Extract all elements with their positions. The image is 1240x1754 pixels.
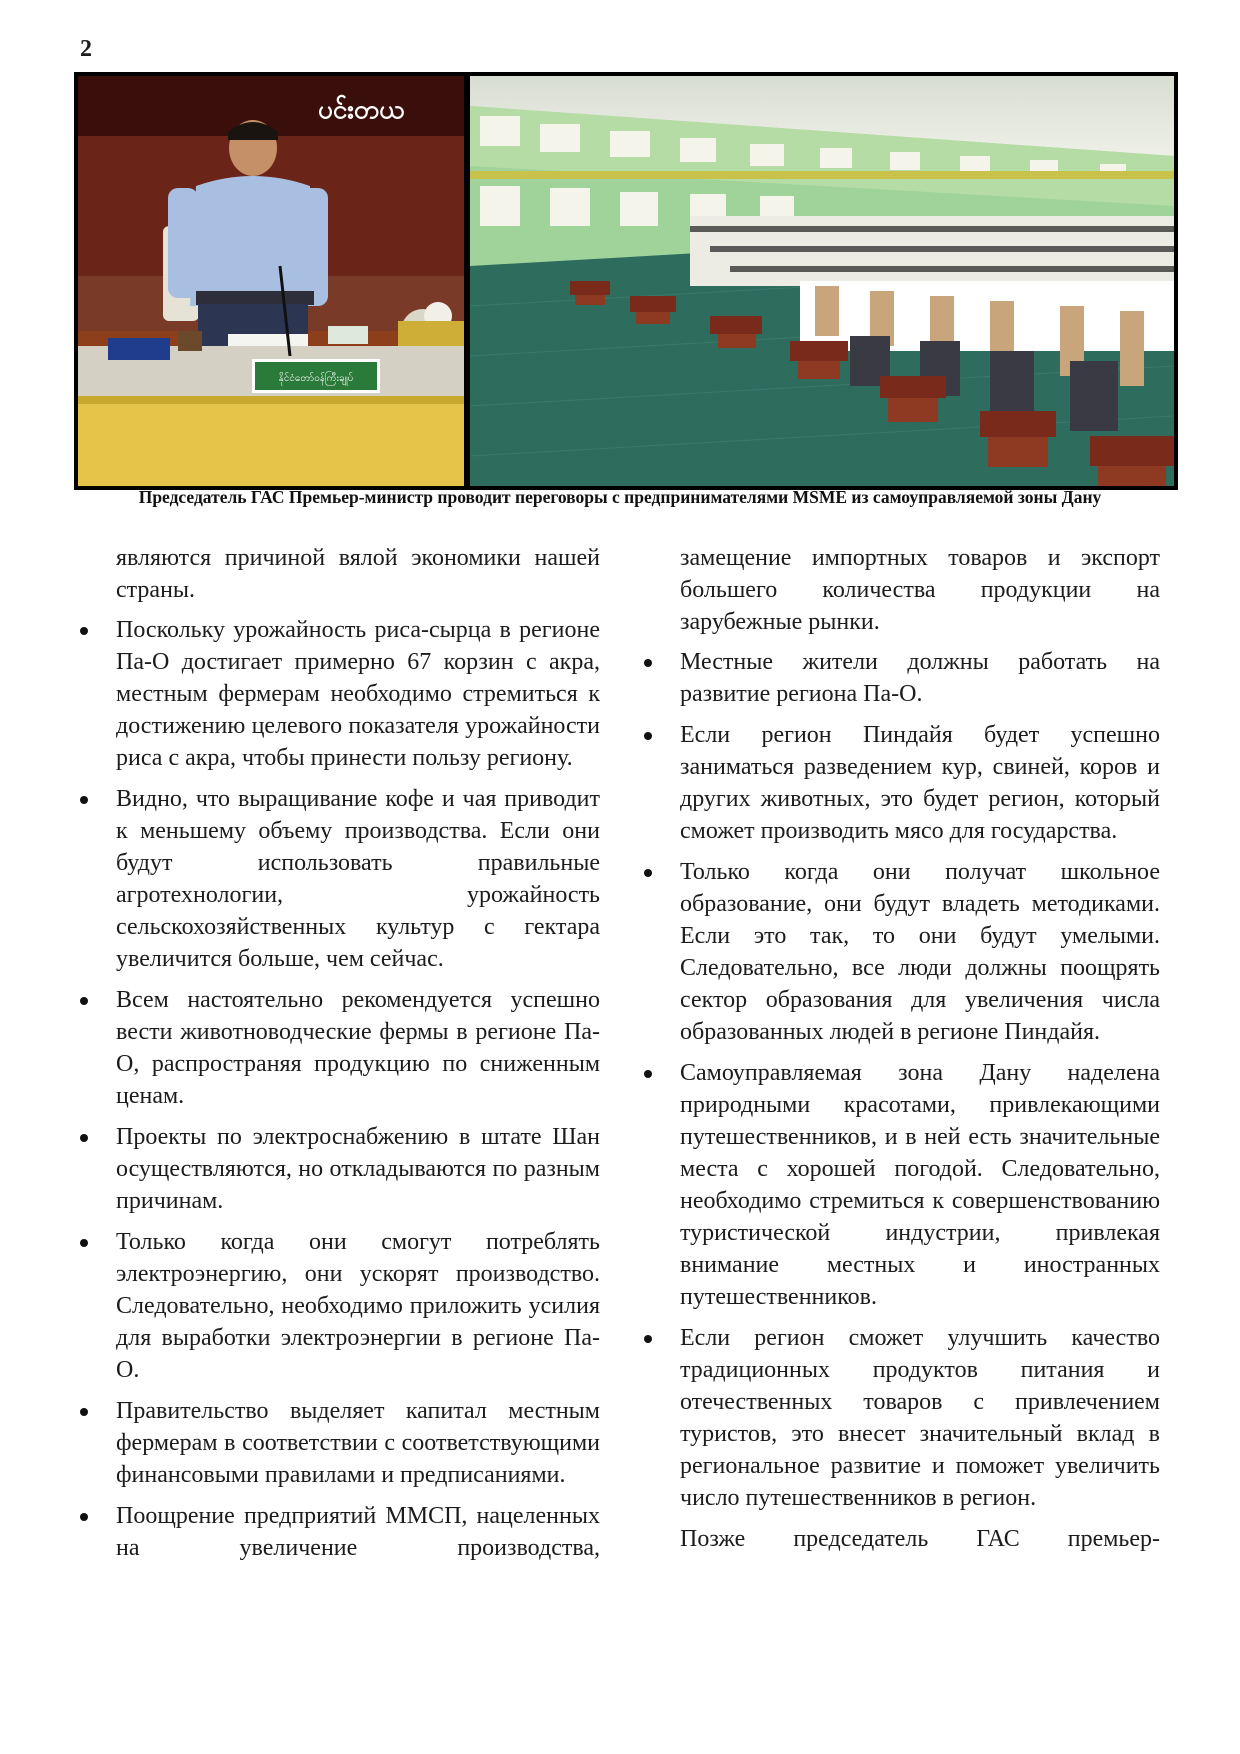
- list-item: [76, 614, 600, 774]
- list-item-text: Всем настоятельно рекомендуется успешно вести животноводческие фермы в регионе Па-О, распространяя продукцию по сниженным ценам.: [116, 987, 600, 1109]
- news-photo: [74, 72, 1178, 490]
- list-item-text: Правительство выделяет капитал местным фермерам в соответствии с соответствующими финансовыми правилами и предписаниями.: [116, 1398, 600, 1488]
- bullet-icon: [80, 1513, 88, 1521]
- left-column: [76, 542, 600, 1573]
- right-bullet-list: [638, 646, 1160, 1514]
- list-item-text: Только когда они смогут потреблять электроэнергию, они ускорят производство. Следовательно, необходимо приложить усилия для выработки электроэнергии в регионе Па-О.: [116, 1229, 600, 1383]
- list-item: [76, 1500, 600, 1564]
- nameplate-text: နိုင်ငံတော်ဝန်ကြီးချုပ်: [278, 373, 354, 384]
- list-item: [638, 856, 1160, 1048]
- list-item: [638, 1057, 1160, 1313]
- bullet-icon: [80, 997, 88, 1005]
- right-column: [638, 542, 1160, 1555]
- list-item: [76, 1121, 600, 1217]
- list-item-text: Если регион Пиндайя будет успешно заниматься разведением кур, свиней, коров и других животных, это будет регион, который сможет производить мясо для государства.: [680, 722, 1160, 844]
- bullet-icon: [644, 732, 652, 740]
- list-item: [76, 783, 600, 975]
- closing-paragraph: Позже председатель ГАС премьер-: [680, 1526, 1160, 1552]
- bullet-icon: [644, 659, 652, 667]
- bullet-icon: [80, 1239, 88, 1247]
- bullet-icon: [80, 796, 88, 804]
- list-item-text: Самоуправляемая зона Дану наделена природными красотами, привлекающими путешественников, и в ней есть значительные места с хорошей погодой. Следовательно, необходимо стремиться к совершенствованию туристической индустрии, привлекая внимание местных и иностранных путешественников.: [680, 1060, 1160, 1310]
- list-item: [76, 1226, 600, 1386]
- list-item: [638, 646, 1160, 710]
- list-item-text: Поскольку урожайность риса-сырца в регионе Па-О достигает примерно 67 корзин с акра, местным фермерам необходимо стремиться к достижению целевого показателя урожайности риса с акра, чтобы принести пользу региону.: [116, 617, 600, 771]
- banner-text: ပင်းတယ: [318, 95, 405, 125]
- speaker-photo: [78, 76, 464, 486]
- bullet-icon: [644, 1335, 652, 1343]
- bullet-icon: [80, 627, 88, 635]
- bullet-icon: [80, 1408, 88, 1416]
- page-number: 2: [80, 36, 92, 62]
- list-item-text: Поощрение предприятий ММСП, нацеленных на увеличение производства,: [116, 1503, 600, 1561]
- list-item-text: Если регион сможет улучшить качество традиционных продуктов питания и отечественных товаров с привлечением туристов, это внесет значительный вклад в региональное развитие и поможет увеличить число путешественников в регион.: [680, 1325, 1160, 1511]
- list-item: [638, 719, 1160, 847]
- bullet-icon: [80, 1134, 88, 1142]
- bullet-icon: [644, 869, 652, 877]
- right-continuation: замещение импортных товаров и экспорт большего количества продукции на зарубежные рынки.: [680, 545, 1160, 635]
- bullet-icon: [644, 1070, 652, 1078]
- list-item-text: Видно, что выращивание кофе и чая приводит к меньшему объему производства. Если они будут использовать правильные агротехнологии, урожайность сельскохозяйственных культур с гектара увеличится больше, чем сейчас.: [116, 786, 600, 972]
- list-item-text: Местные жители должны работать на развитие региона Па-О.: [680, 649, 1160, 707]
- list-item: [76, 984, 600, 1112]
- list-item: [638, 1322, 1160, 1514]
- left-bullet-list: [76, 614, 600, 1564]
- left-continuation: являются причиной вялой экономики нашей страны.: [116, 545, 600, 603]
- photo-caption: Председатель ГАС Премьер-министр проводит переговоры с предпринимателями MSME из самоуправляемой зоны Дану: [138, 487, 1102, 507]
- list-item-text: Только когда они получат школьное образование, они будут владеть методиками. Если это так, то они будут умелыми. Следовательно, все люди должны поощрять сектор образования для увеличения числа образованных людей в регионе Пиндайя.: [680, 859, 1160, 1045]
- list-item-text: Проекты по электроснабжению в штате Шан осуществляются, но откладываются по разным причинам.: [116, 1124, 600, 1214]
- audience-photo: [470, 76, 1174, 486]
- list-item: [76, 1395, 600, 1491]
